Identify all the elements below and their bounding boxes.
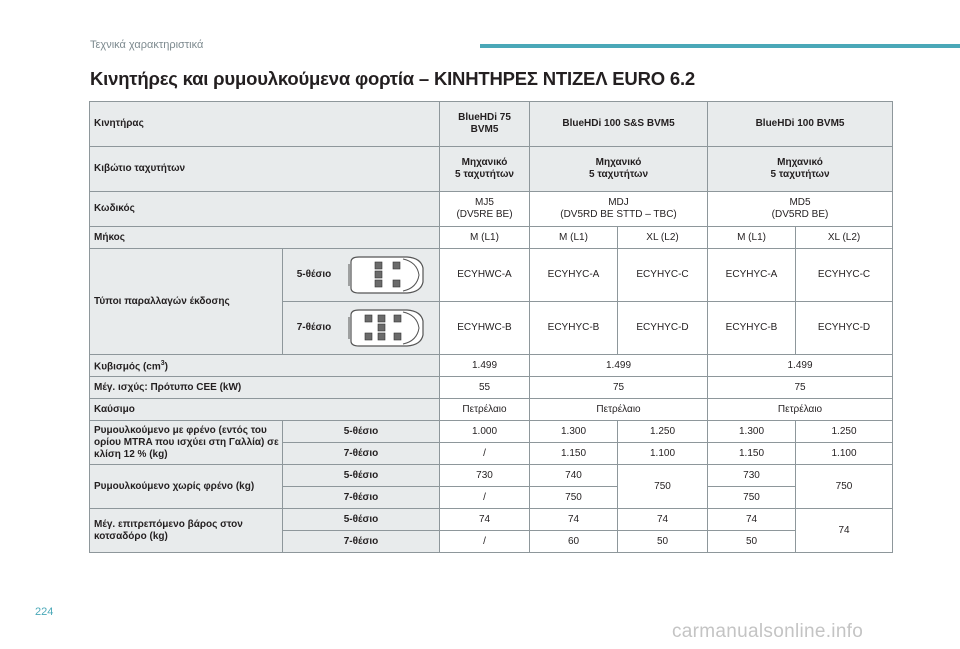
gearbox-label: Κιβώτιο ταχυτήτων [90,147,440,192]
noseweight-cell: 74 [618,509,708,531]
engine-col2: BlueHDi 100 S&S BVM5 [530,102,708,147]
noseweight-label: Μέγ. επιτρεπόμενο βάρος στον κοτσαδόρο (kg) [90,509,283,553]
braked-cell: 1.300 [708,421,796,443]
variant-cell: ECYHYC-D [796,302,893,355]
braked-cell: 1.100 [796,443,893,465]
unbraked-cell: 750 [530,487,618,509]
variant-cell: ECYHYC-A [708,249,796,302]
watermark[interactable]: carmanualsonline.info [672,621,864,642]
power-label: Μέγ. ισχύς: Πρότυπο CEE (kW) [90,377,440,399]
variants-label: Τύποι παραλλαγών έκδοσης [90,249,283,355]
braked-seat5: 5-θέσιο [283,421,440,443]
variant-cell: ECYHWC-A [440,249,530,302]
noseweight-cell: 74 [530,509,618,531]
noseweight-cell: / [440,531,530,553]
unbraked-cell: / [440,487,530,509]
braked-seat7: 7-θέσιο [283,443,440,465]
noseweight-cell: 60 [530,531,618,553]
code-label: Κωδικός [90,192,440,227]
seat7-label: 7-θέσιο [296,322,332,333]
gearbox-col3: Μηχανικό 5 ταχυτήτων [708,147,893,192]
braked-cell: 1.250 [796,421,893,443]
braked-cell: 1.150 [530,443,618,465]
noseweight-cell: 50 [618,531,708,553]
unbraked-5-row [90,465,893,487]
variants-seat5-cell [283,249,440,302]
unbraked-seat7: 7-θέσιο [283,487,440,509]
braked-cell: 1.000 [440,421,530,443]
length-cell: M (L1) [708,227,796,249]
variants-seat7-cell [283,302,440,355]
engine-spec-table [89,101,893,553]
fuel-cell: Πετρέλαιο [708,399,893,421]
noseweight-seat7: 7-θέσιο [283,531,440,553]
section-label: Τεχνικά χαρακτηριστικά [90,39,204,51]
unbraked-cell: 730 [440,465,530,487]
page-title: Κινητήρες και ρυμουλκούμενα φορτία – ΚΙΝΗΤΗΡΕΣ ΝΤΙΖΕΛ EURO 6.2 [90,68,695,89]
gearbox-row [90,147,893,192]
length-cell: M (L1) [530,227,618,249]
length-cell: XL (L2) [618,227,708,249]
noseweight-cell: 50 [708,531,796,553]
fuel-cell: Πετρέλαιο [530,399,708,421]
unbraked-label: Ρυμουλκούμενο χωρίς φρένο (kg) [90,465,283,509]
power-cell: 75 [530,377,708,399]
variant-cell: ECYHYC-C [796,249,893,302]
braked-cell: 1.300 [530,421,618,443]
code-col3: MD5 (DV5RD BE) [708,192,893,227]
fuel-row [90,399,893,421]
code-col2: MDJ (DV5RD BE STTD – TBC) [530,192,708,227]
braked-cell: 1.250 [618,421,708,443]
fuel-cell: Πετρέλαιο [440,399,530,421]
displacement-cell: 1.499 [530,355,708,377]
noseweight-5-row [90,509,893,531]
length-label: Μήκος [90,227,440,249]
variants-5-row [90,249,893,302]
seat5-label: 5-θέσιο [296,269,332,280]
variant-cell: ECYHYC-B [708,302,796,355]
variant-cell: ECYHWC-B [440,302,530,355]
unbraked-seat5: 5-θέσιο [283,465,440,487]
gearbox-col2: Μηχανικό 5 ταχυτήτων [530,147,708,192]
variant-cell: ECYHYC-C [618,249,708,302]
length-cell: M (L1) [440,227,530,249]
variant-cell: ECYHYC-B [530,302,618,355]
engine-label: Κινητήρας [90,102,440,147]
length-cell: XL (L2) [796,227,893,249]
noseweight-seat5: 5-θέσιο [283,509,440,531]
braked-cell: 1.150 [708,443,796,465]
engine-col3: BlueHDi 100 BVM5 [708,102,893,147]
page-number: 224 [35,606,54,618]
gearbox-col1: Μηχανικό 5 ταχυτήτων [440,147,530,192]
power-cell: 75 [708,377,893,399]
displacement-label: Κυβισμός $(cm^3)$ [90,355,440,377]
unbraked-cell: 750 [796,465,893,509]
braked-label: Ρυμουλκούμενο με φρένο (εντός του ορίου MTRA που ισχύει στη Γαλλία) σε κλίση 12 % (kg) [90,421,283,465]
code-row [90,192,893,227]
noseweight-cell: 74 [440,509,530,531]
displacement-cell: 1.499 [708,355,893,377]
displacement-row [90,355,893,377]
code-col1: MJ5 (DV5RE BE) [440,192,530,227]
unbraked-cell: 750 [618,465,708,509]
variant-cell: ECYHYC-D [618,302,708,355]
noseweight-cell: 74 [708,509,796,531]
unbraked-cell: 750 [708,487,796,509]
unbraked-cell: 740 [530,465,618,487]
braked-cell: 1.100 [618,443,708,465]
variant-cell: ECYHYC-A [530,249,618,302]
unbraked-cell: 730 [708,465,796,487]
length-row [90,227,893,249]
fuel-label: Καύσιμο [90,399,440,421]
car-7-seat-icon [345,307,425,349]
header-accent-bar [480,44,960,48]
power-row [90,377,893,399]
engine-col1: BlueHDi 75 BVM5 [440,102,530,147]
engine-row [90,102,893,147]
power-cell: 55 [440,377,530,399]
braked-5-row [90,421,893,443]
noseweight-cell: 74 [796,509,893,553]
car-5-seat-icon [345,254,425,296]
displacement-cell: 1.499 [440,355,530,377]
braked-cell: / [440,443,530,465]
